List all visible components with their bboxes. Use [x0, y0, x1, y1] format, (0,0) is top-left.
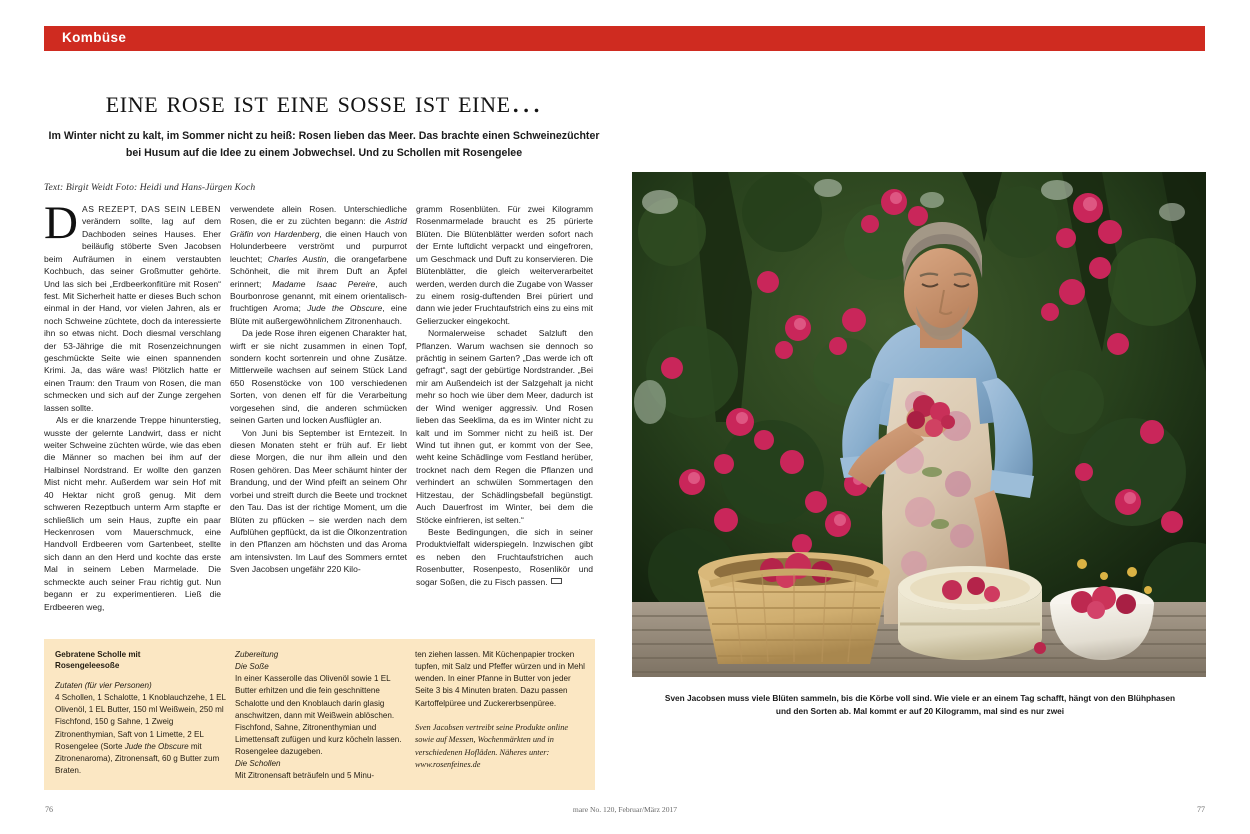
rose-variety-name: Jude the Obscure	[307, 303, 383, 314]
recipe-title-line-2: Rosengeleesoße	[55, 661, 120, 671]
paragraph	[416, 526, 593, 588]
stray-petal	[1034, 642, 1046, 654]
recipe-column-3	[415, 649, 586, 783]
paragraph: Von Juni bis September ist Erntezeit. In diesen Monaten steht er früh auf. Er liebt diese Morgen, die nur ihm allein und den Rosen gehören. Das Meer schäumt hinter der Brandung, und der Wind pfeift an seinem Ohr vorbei und streift durch die Beete und trocknet den Tau. Das ist der richtige Moment, um die Blüten zu pflücken – sie werden nach dem Aufblühen gepflückt, da ist die Ölkonzentration in den Pflanzen am höchsten und das Aroma am intensivsten. Im Lauf des Sommers erntet Sven Jacobsen ungefähr 220 Kilo-	[230, 427, 407, 575]
ingredients-rose-variety: Jude the Obscure	[124, 741, 189, 751]
paragraph-text: Beste Bedingungen, die sich in seiner Produktvielfalt widerspiegeln. Inzwischen gibt es neben den Fruchtaufstrichen auch Rosenbutter, Rosenpesto, Rosenlikör und sogar Soßen, die zu Fisch passen.	[416, 526, 593, 587]
paragraph: Da jede Rose ihren eigenen Charakter hat, wirft er sie nicht zusammen in einen Topf, sondern kocht sortenrein und ohne Zusätze. Mittlerweile wachsen auf seinem Stück Land 650 Rosenstöcke von 100 verschiedenen Sorten, von denen elf für die Verarbeitung vorgesehen sind, die anderen schmücken seinen Garten und locken Ausflügler an.	[230, 328, 407, 426]
recipe-sauce-text: In einer Kasserolle das Olivenöl sowie 1 EL Butter erhitzen und die fein geschnittene Schalotte und den Knoblauch darin glasig anschwitzen, dann mit Weißwein ablöschen. Fischfond, Sahne, Zitronenthymian und Limettensaft zufügen und kurz köcheln lassen. Rosengelee dazugeben.	[235, 674, 402, 757]
recipe-prep-heading: Zubereitung	[235, 650, 279, 659]
article-photo	[632, 172, 1206, 677]
body-column-3	[416, 203, 593, 628]
paragraph-text: , die orangefarbene Schönheit, die mit ihrem Duft an Äpfel erinnert;	[230, 253, 408, 289]
page-number-right: 77	[1197, 805, 1205, 814]
rose-variety-name: Charles Austin	[267, 253, 327, 264]
lead-smallcaps: AS REZEPT, DAS SEIN LEBEN	[81, 204, 221, 214]
standfirst: Im Winter nicht zu kalt, im Sommer nicht zu heiß: Rosen lieben das Meer. Das brachte einen Schweinezüchter bei Husum auf die Idee zu einem Jobwechsel. Und zu Schollen mit Rosengelee	[48, 130, 600, 160]
recipe-sauce-heading: Die Soße	[235, 662, 269, 672]
page-number-left: 76	[45, 805, 53, 814]
rose-variety-name: Madame Isaac Pereire	[272, 278, 376, 289]
recipe-title-line-1: Gebratene Scholle mit	[55, 650, 141, 659]
end-of-article-mark	[551, 578, 562, 584]
lead-paragraph	[44, 197, 221, 414]
drop-cap: D	[44, 197, 78, 249]
ingredients-part-1: 4 Schollen, 1 Schalotte, 1 Knoblauchzehe, 1 EL Olivenöl, 1 EL Butter, 150 ml Weißwein, 250 ml Fischfond, 150 g Sahne, 1 Zweig Zitronenthymian, Saft von 1 Limette, 2 EL Rosengelee (Sorte	[55, 693, 226, 751]
article-body	[44, 197, 595, 628]
issue-line: mare No. 120, Februar/März 2017	[572, 805, 678, 814]
recipe-ingredients-text	[55, 692, 226, 777]
paragraph-text: verändern sollte, lag auf dem Dachboden seines Hauses. Eher beiläufig stöberte Sven Jacobsen beim Aufräumen in einem verstaubten Kochbuch, das seiner Großmutter gehörte. Und las sich bei „Erdbeerkonfitüre mit Rosen“ fest. Mit Sicherheit hatte er dieses Buch schon einmal in der Hand, vor vielen Jahren, als er noch Schweine züchtete, doch da interessierte ihn so etwas nicht. Doch diesmal verschlang der 53-Jährige die mit Rosenzeichnungen geschmückte Seite wie einen spannenden Krimi. Ja, das wäre was! Plötzlich hatte er einen Traum: den Traum von Rosen, die man schmecken und sich auf der Zunge zergehen lassen sollte.	[44, 216, 221, 413]
byline: Text: Birgit Weidt Foto: Heidi und Hans-Jürgen Koch	[44, 182, 256, 193]
recipe-columns	[55, 649, 586, 783]
paragraph: Normalerweise schadet Salzluft den Pflanzen. Warum wachsen sie dennoch so prächtig in seinem Garten? „Das werde ich oft gefragt“, sagt der gebürtige Nordstrander. „Bei mir am Außendeich ist der Salzgehalt ja nicht mehr so hoch wie über dem Meer, dadurch ist der Wind weniger aggressiv. Und Rosen lieben das Seeklima, da es im Winter nicht zu kalt und im Sommer nicht zu heiß ist. Der Wind tut ihnen gut, er kommt von der See, weht keine Schädlinge vom Festland herüber, trocknet nach dem Regen die Pflanzen und verhindert an schwülen Sommertagen den Hitzestau, der Schädlingsbefall begünstigt. Auch Dauerfrost im Winter, bei dem die Stöcke einfrieren, ist selten.“	[416, 328, 593, 525]
paragraph-text: , eine Blüte mit außergewöhnlichem Zitronenhauch.	[230, 303, 407, 326]
rubric-label: Kombüse	[62, 30, 127, 45]
paragraph	[230, 203, 407, 327]
recipe-fish-text-start: Mit Zitronensaft beträufeln und 5 Minu-	[235, 771, 375, 781]
paragraph: gramm Rosenblüten. Für zwei Kilogramm Rosenmarmelade braucht es 25 pürierte Blüten. Die Blütenblätter werden sofort nach der Ernte luftdicht verpackt und eingefroren, um Geschmack und Duft zu konservieren. Die Blütenblätter, die gleich weiterverarbeitet werden, werden durch die Zugabe von Wasser zu einem rosig-duftenden Brei püriert und dann wie jeder Fruchtaufstrich eins zu eins mit Gelierzucker eingekocht.	[416, 204, 593, 326]
photo-illustration	[632, 172, 1206, 677]
recipe-fish-text-continued: ten ziehen lassen. Mit Küchenpapier trocken tupfen, mit Salz und Pfeffer würzen und in Mehl wenden. In einer Pfanne in Butter von jeder Seite 3 bis 4 Minuten braten. Dazu passen Kartoffelpüree und Zuckererbsenpüree.	[415, 650, 585, 708]
round-sieve	[898, 566, 1042, 660]
paragraph-text: , auch Bourbonrose genannt, mit einem orientalisch-fruchtigen Aroma;	[230, 278, 407, 314]
paragraph: Als er die knarzende Treppe hinunterstieg, wusste der gelernte Landwirt, dass er nicht weiter Schweine züchten würde, wie das eben die Männer so machen bei ihm auf der Halbinsel Nordstrand. Er wollte den ganzen Mist nicht mehr. Außerdem war sein Hof mit 40 Hektar nicht groß genug. Mit dem schweren Rezeptbuch unterm Arm stapfte er schließlich um sein Haus, zupfte ein paar Heckenrosen vom Mauerschmuck, eine Handvoll Erdbeeren vom Gartenbeet, stellte sich dann an den Herd und kochte das erste Mal in seinem Leben Marmelade. Die schmeckte auch seiner Frau richtig gut. Nun begann er zu experimentieren. Ließ die Erdbeeren weg,	[44, 415, 221, 612]
recipe-box	[44, 639, 595, 790]
rose-variety-name: Astrid Gräfin von Hardenberg	[230, 216, 407, 239]
body-column-2	[230, 203, 407, 628]
recipe-fish-heading: Die Schollen	[235, 759, 281, 769]
paragraph-text: verwendete allein Rosen. Unterschiedliche Rosen, die er zu züchten begann: die	[230, 204, 407, 227]
rubric-bar	[44, 26, 1205, 51]
recipe-title	[55, 649, 226, 672]
recipe-column-1	[55, 649, 226, 783]
wicker-basket	[698, 552, 890, 664]
paragraph-text: , die einen Hauch von Holunderbeere verströmt und purpurrot leuchtet;	[230, 228, 407, 264]
photo-caption: Sven Jacobsen muss viele Blüten sammeln, bis die Körbe voll sind. Wie viele er an einem Tag schafft, hängt von den Blühphasen und den Sorten ab. Mal kommt er auf 20 Kilogramm, mal sind es nur zwei	[664, 693, 1176, 717]
page-title: eine rose ist eine sosse ist eine…	[105, 84, 543, 119]
ingredients-part-2: mit Zitronenaroma), Zitronensaft, 60 g Butter zum Braten.	[55, 741, 220, 775]
recipe-source-note: Sven Jacobsen vertreibt seine Produkte online sowie auf Messen, Wochenmärkten und in verschiedenen Hofläden. Näheres unter: www.rosenfeines.de	[415, 722, 569, 770]
recipe-column-2	[235, 649, 406, 783]
recipe-ingredients-heading: Zutaten (für vier Personen)	[55, 680, 152, 690]
body-column-1	[44, 197, 221, 628]
